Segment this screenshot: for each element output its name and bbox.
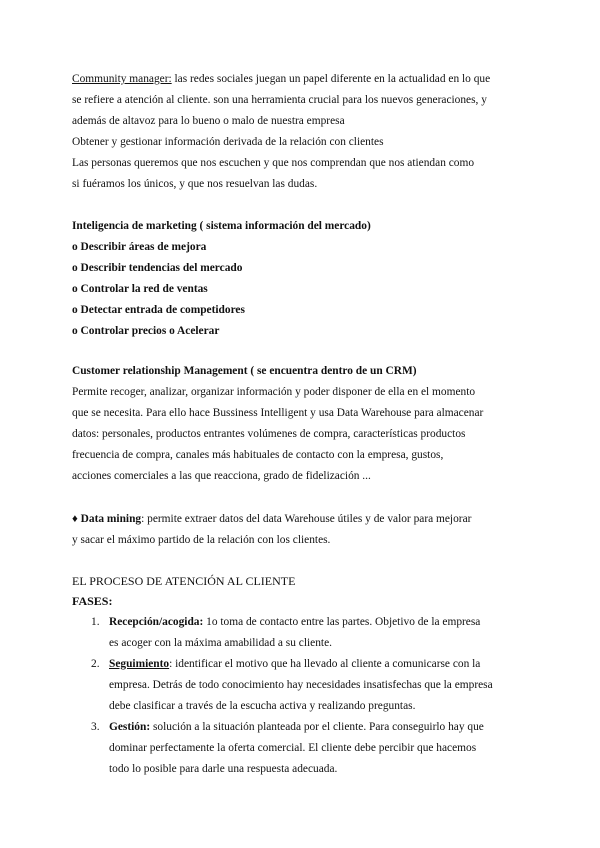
marketing-item: o Controlar la red de ventas [72, 283, 208, 295]
marketing-heading: Inteligencia de marketing ( sistema información del mercado) [72, 220, 371, 232]
crm-line: datos: personales, productos entrantes volúmenes de compra, características productos [72, 428, 466, 440]
crm-line: Permite recoger, analizar, organizar información y poder disponer de ella en el momento [72, 386, 476, 398]
intro-line-3: además de altavoz para lo bueno o malo de nuestra empresa [72, 115, 345, 127]
phase-line: todo lo posible para darle una respuesta adecuada. [109, 763, 338, 775]
marketing-item: o Describir tendencias del mercado [72, 262, 243, 274]
crm-line: que se necesita. Para ello hace Bussiness Intelligent y usa Data Warehouse para almacenar [72, 407, 484, 419]
intro-line-5: Las personas queremos que nos escuchen y que nos comprendan que nos atiendan como [72, 157, 475, 169]
process-subtitle: FASES: [72, 594, 113, 608]
data-mining-line-1: ♦ Data mining: permite extraer datos del data Warehouse útiles y de valor para mejorar [72, 513, 472, 525]
phase-number: 2. [91, 658, 100, 670]
community-manager-label: Community manager: [72, 73, 172, 85]
crm-line: frecuencia de compra, canales más habituales de contacto con la empresa, gustos, [72, 449, 444, 461]
phase-line: Recepción/acogida: 1o toma de contacto entre las partes. Objetivo de la empresa [109, 616, 481, 628]
marketing-item: o Describir áreas de mejora [72, 241, 207, 253]
phase-line: debe clasificar a través de la escucha activa y realizando preguntas. [109, 700, 416, 712]
phase-number: 1. [91, 616, 100, 628]
phase-line: dominar perfectamente la oferta comercial. El cliente debe percibir que hacemos [109, 742, 477, 754]
process-title: EL PROCESO DE ATENCIÓN AL CLIENTE [72, 574, 296, 588]
marketing-item: o Detectar entrada de competidores [72, 304, 245, 316]
intro-line-6: si fuéramos los únicos, y que nos resuelvan las dudas. [72, 178, 318, 190]
phase-label: Seguimiento [109, 658, 170, 670]
marketing-item: o Controlar precios o Acelerar [72, 325, 220, 337]
phase-number: 3. [91, 721, 100, 733]
crm-line: acciones comerciales a las que reacciona, grado de fidelización ... [72, 470, 371, 482]
phase-line: Seguimiento: identificar el motivo que ha llevado al cliente a comunicarse con la [109, 658, 481, 670]
phase-line: empresa. Detrás de todo conocimiento hay necesidades insatisfechas que la empresa [109, 679, 493, 691]
phase-label: Recepción/acogida: [109, 616, 204, 628]
intro-line-2: se refiere a atención al cliente. son una herramienta crucial para los nuevos generaciones, y [72, 94, 487, 106]
data-mining-line-2: y sacar el máximo partido de la relación con los clientes. [72, 534, 331, 546]
phase-line: Gestión: solución a la situación planteada por el cliente. Para conseguirlo hay que [109, 721, 484, 733]
phase-label: Gestión: [109, 721, 151, 733]
data-mining-label: ♦ Data mining [72, 513, 142, 525]
crm-heading: Customer relationship Management ( se encuentra dentro de un CRM) [72, 365, 417, 377]
intro-line-4: Obtener y gestionar información derivada de la relación con clientes [72, 136, 384, 148]
phase-line: es acoger con la máxima amabilidad a su cliente. [109, 637, 332, 649]
intro-line-1: Community manager: las redes sociales juegan un papel diferente en la actualidad en lo que [72, 73, 491, 85]
